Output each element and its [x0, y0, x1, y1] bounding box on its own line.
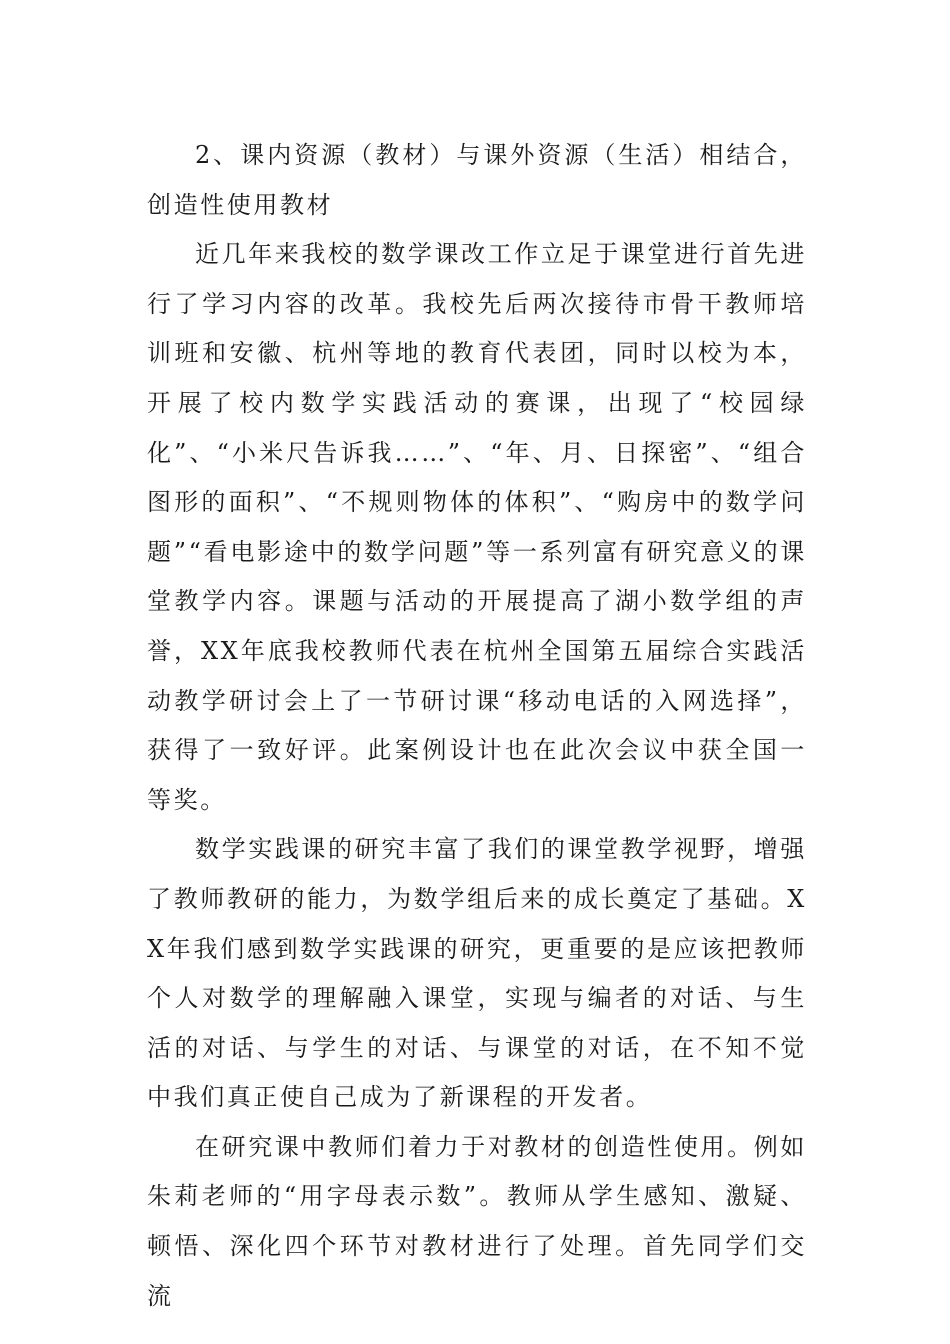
- body-paragraph: 在研究课中教师们着力于对教材的创造性使用。例如朱莉老师的“用字母表示数”。教师从学生感知、激疑、顿悟、深化四个环节对教材进行了处理。首先同学们交流: [147, 1132, 807, 1310]
- section-heading-paragraph: 2、课内资源（教材）与课外资源（生活）相结合，创造性使用教材: [147, 141, 807, 219]
- document-body: [147, 131, 807, 1321]
- body-paragraph: 近几年来我校的数学课改工作立足于课堂进行首先进行了学习内容的改革。我校先后两次接待市骨干教师培训班和安徽、杭州等地的教育代表团，同时以校为本，开展了校内数学实践活动的赛课，出现了“校园绿化”、“小米尺告诉我……”、“年、月、日探密”、“组合图形的面积”、“不规则物体的体积”、“购房中的数学问题”“看电影途中的数学问题”等一系列富有研究意义的课堂教学内容。课题与活动的开展提高了湖小数学组的声誉，XX年底我校教师代表在杭州全国第五届综合实践活动教学研讨会上了一节研讨课“移动电话的入网选择”，获得了一致好评。此案例设计也在此次会议中获全国一等奖。: [147, 240, 807, 814]
- body-paragraph: 数学实践课的研究丰富了我们的课堂教学视野，增强了教师教研的能力，为数学组后来的成长奠定了基础。XX年我们感到数学实践课的研究，更重要的是应该把教师个人对数学的理解融入课堂，实现与编者的对话、与生活的对话、与学生的对话、与课堂的对话，在不知不觉中我们真正使自己成为了新课程的开发者。: [147, 835, 807, 1112]
